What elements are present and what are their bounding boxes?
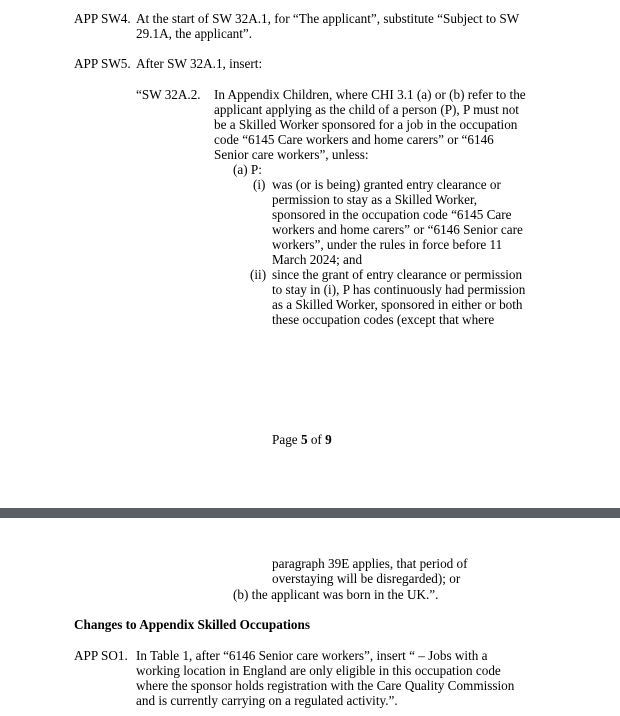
document-page-6 — [0, 518, 620, 716]
sw4-label: APP SW4. — [74, 11, 131, 26]
continuation-line-1: paragraph 39E applies, that period of — [272, 556, 468, 571]
item-i-line-4: workers and home carers” or “6146 Senior care — [272, 222, 523, 237]
item-ii-line-3: as a Skilled Worker, sponsored in either or both — [272, 297, 523, 312]
page-number-mid: of — [307, 432, 326, 447]
so1-label: APP SO1. — [74, 648, 128, 663]
so1-text-line-4: and is currently carrying on a regulated activity.”. — [136, 693, 398, 708]
rule-text-line-1: In Appendix Children, where CHI 3.1 (a) or (b) refer to the — [214, 87, 526, 102]
continuation-line-2: overstaying will be disregarded); or — [272, 571, 461, 586]
item-i-line-1: was (or is being) granted entry clearance or — [272, 177, 501, 192]
rule-text-line-2: applicant applying as the child of a person (P), P must not — [214, 102, 519, 117]
rule-label: “SW 32A.2. — [136, 87, 201, 102]
sw5-text: After SW 32A.1, insert: — [136, 56, 263, 71]
item-i-line-5: workers”, under the rules in force before 11 — [272, 237, 503, 252]
page-total: 9 — [325, 432, 332, 447]
page-number-prefix: Page — [272, 432, 301, 447]
so1-text-line-3: where the sponsor holds registration with the Care Quality Commission — [136, 678, 515, 693]
sw4-text-line-2: 29.1A, the applicant”. — [136, 26, 253, 41]
sw5-label: APP SW5. — [74, 56, 131, 71]
item-ii-line-2: to stay in (i), P has continuously had permission — [272, 282, 526, 297]
item-ii-label: (ii) — [250, 267, 267, 282]
rule-text-line-4: code “6145 Care workers and home carers” or “6146 — [214, 132, 494, 147]
page-number — [272, 432, 332, 447]
item-i-line-3: sponsored in the occupation code “6145 Care — [272, 207, 512, 222]
item-i-line-6: March 2024; and — [272, 252, 363, 267]
page-current: 5 — [300, 432, 308, 447]
so1-text-line-1: In Table 1, after “6146 Senior care workers”, insert “ – Jobs with a — [136, 648, 488, 663]
so1-text-line-2: working location in England are only eligible in this occupation code — [136, 663, 501, 678]
item-ii-line-1: since the grant of entry clearance or permission — [272, 267, 523, 282]
page-separator — [0, 508, 620, 518]
rule-text-line-3: be a Skilled Worker sponsored for a job in the occupation — [214, 117, 518, 132]
section-heading: Changes to Appendix Skilled Occupations — [74, 617, 310, 632]
sub-clause-b: (b) the applicant was born in the UK.”. — [233, 587, 439, 602]
rule-text-line-5: Senior care workers”, unless: — [214, 147, 369, 162]
sub-clause-a-label: (a) P: — [233, 162, 262, 177]
item-i-line-2: permission to stay as a Skilled Worker, — [272, 192, 478, 207]
sw4-text-line-1: At the start of SW 32A.1, for “The applicant”, substitute “Subject to SW — [136, 11, 520, 26]
item-i-label: (i) — [253, 177, 266, 192]
item-ii-line-4: these occupation codes (except that where — [272, 312, 495, 327]
